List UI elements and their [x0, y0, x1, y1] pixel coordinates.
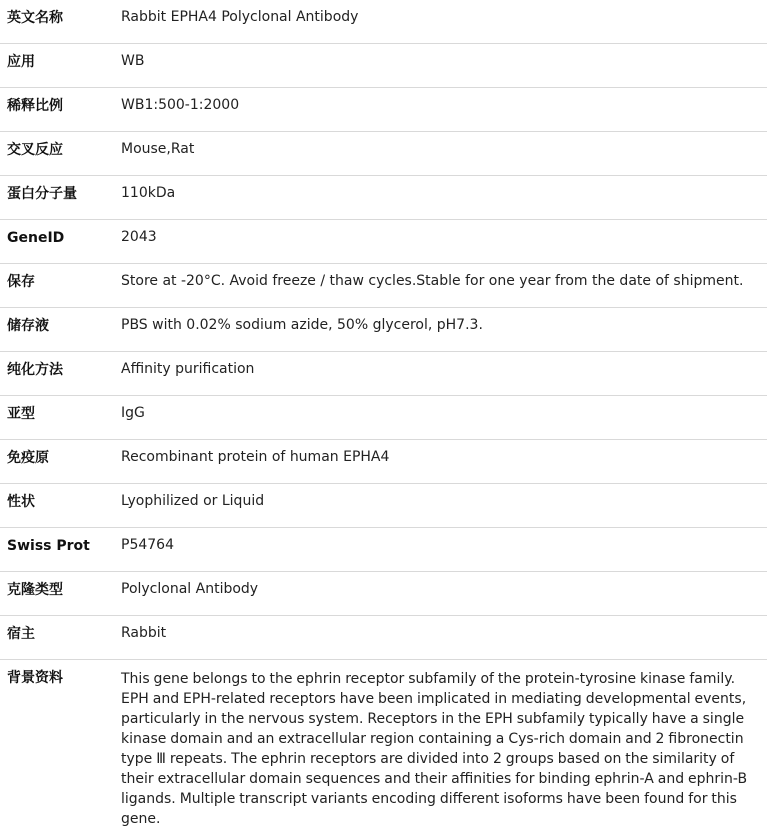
spec-label: 亚型: [0, 396, 113, 440]
spec-value: IgG: [113, 396, 767, 440]
spec-label: 宿主: [0, 616, 113, 660]
spec-row-clonality: [0, 572, 767, 616]
spec-label: 纯化方法: [0, 352, 113, 396]
spec-label: 交叉反应: [0, 132, 113, 176]
spec-label: 蛋白分子量: [0, 176, 113, 220]
spec-row-gene-id: [0, 220, 767, 264]
spec-value: 110kDa: [113, 176, 767, 220]
spec-label: 英文名称: [0, 0, 113, 44]
spec-row-immunogen: [0, 440, 767, 484]
spec-value: WB: [113, 44, 767, 88]
spec-label: 克隆类型: [0, 572, 113, 616]
spec-value: Rabbit: [113, 616, 767, 660]
spec-value: Lyophilized or Liquid: [113, 484, 767, 528]
spec-label: 免疫原: [0, 440, 113, 484]
spec-value: P54764: [113, 528, 767, 572]
spec-row-buffer: [0, 308, 767, 352]
spec-row-background: [0, 660, 767, 833]
spec-label: GeneID: [0, 220, 113, 264]
spec-row-host: [0, 616, 767, 660]
spec-row-molecular-weight: [0, 176, 767, 220]
spec-value: Recombinant protein of human EPHA4: [113, 440, 767, 484]
spec-value: 2043: [113, 220, 767, 264]
spec-label: 储存液: [0, 308, 113, 352]
spec-row-dilution: [0, 88, 767, 132]
spec-row-form: [0, 484, 767, 528]
spec-label: 应用: [0, 44, 113, 88]
spec-label: 稀释比例: [0, 88, 113, 132]
spec-value: Polyclonal Antibody: [113, 572, 767, 616]
spec-row-swiss-prot: [0, 528, 767, 572]
spec-value: PBS with 0.02% sodium azide, 50% glycerol, pH7.3.: [113, 308, 767, 352]
spec-label: 性状: [0, 484, 113, 528]
spec-value: Rabbit EPHA4 Polyclonal Antibody: [113, 0, 767, 44]
spec-row-storage: [0, 264, 767, 308]
spec-row-application: [0, 44, 767, 88]
spec-value: Store at -20°C. Avoid freeze / thaw cycles.Stable for one year from the date of shipment.: [113, 264, 767, 308]
spec-value: WB1:500-1:2000: [113, 88, 767, 132]
spec-row-isotype: [0, 396, 767, 440]
spec-row-purification: [0, 352, 767, 396]
spec-value-background: This gene belongs to the ephrin receptor subfamily of the protein-tyrosine kinase family. EPH and EPH-related receptors have been implicated in mediating developmental events, particularly in the nervous system. Receptors in the EPH subfamily typically have a single kinase domain and an extracellular region containing a Cys-rich domain and 2 fibronectin type Ⅲ repeats. The ephrin receptors are divided into 2 groups based on the similarity of their extracellular domain sequences and their affinities for binding ephrin-A and ephrin-B ligands. Multiple transcript variants encoding different isoforms have been found for this gene.: [113, 660, 767, 833]
spec-row-reactivity: [0, 132, 767, 176]
spec-value: Mouse,Rat: [113, 132, 767, 176]
spec-value: Affinity purification: [113, 352, 767, 396]
spec-label: Swiss Prot: [0, 528, 113, 572]
spec-row-english-name: [0, 0, 767, 44]
spec-label: 背景资料: [0, 660, 113, 833]
spec-label: 保存: [0, 264, 113, 308]
